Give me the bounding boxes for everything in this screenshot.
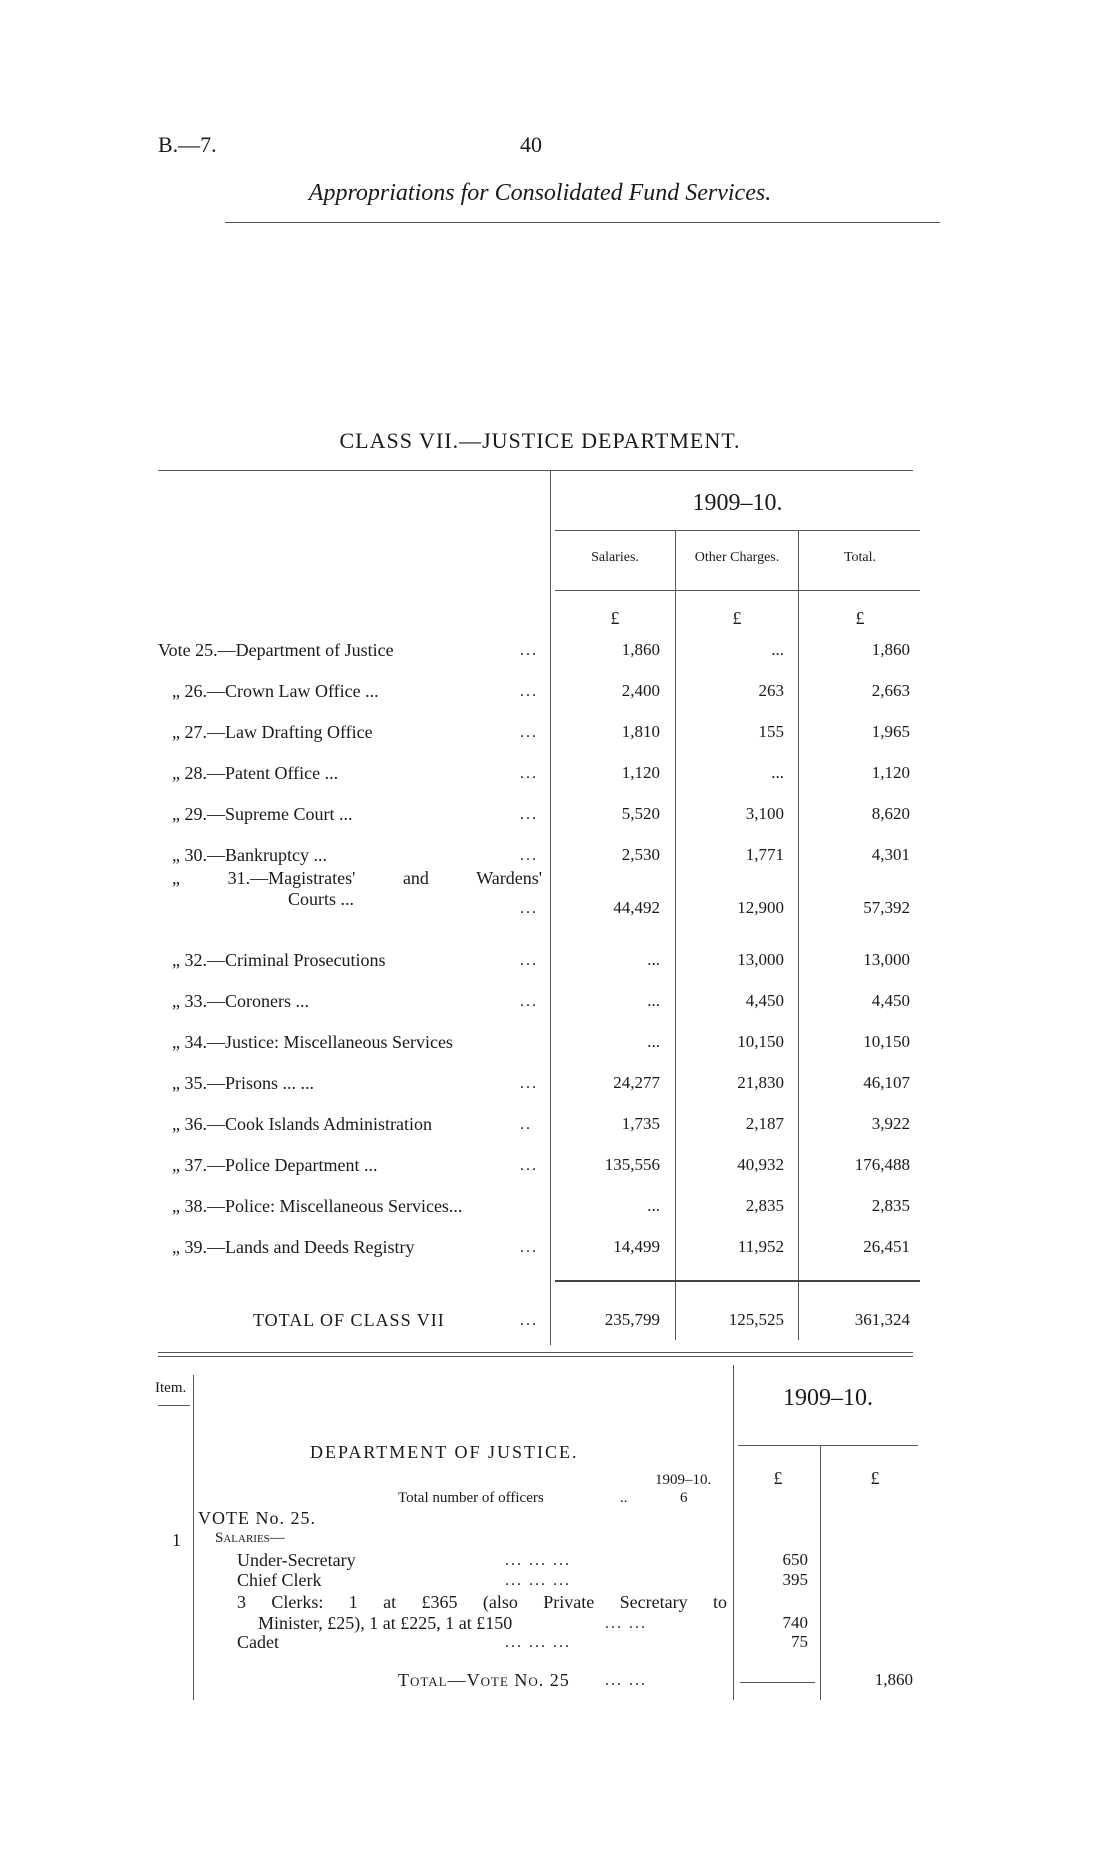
detail-amount-divider bbox=[820, 1445, 821, 1700]
vote-label: VOTE No. 25. bbox=[198, 1508, 316, 1528]
detail-currency-2: £ bbox=[870, 1468, 880, 1488]
row-total: 4,301 bbox=[871, 845, 910, 864]
row-dots: .. bbox=[520, 1116, 532, 1133]
row-dots: ... bbox=[520, 1239, 538, 1256]
total-rule bbox=[555, 1280, 920, 1282]
row-label-continued: Courts ... bbox=[288, 889, 355, 909]
vote-total-label: Total—Vote No. 25 bbox=[398, 1670, 570, 1690]
item-header-rule bbox=[158, 1405, 190, 1406]
row-label: „ 32.—Criminal Prosecutions bbox=[172, 950, 386, 970]
row-dots: ... bbox=[520, 900, 538, 917]
row-total: 8,620 bbox=[871, 804, 910, 823]
detail-currency-1: £ bbox=[773, 1468, 783, 1488]
row-dots: ... bbox=[520, 952, 538, 969]
detail-year: 1909–10. bbox=[783, 1385, 873, 1411]
row-total: 57,392 bbox=[863, 898, 910, 917]
row-other-charges: 3,100 bbox=[745, 804, 784, 823]
row-dots: ... bbox=[520, 683, 538, 700]
row-label: „ 29.—Supreme Court ... bbox=[172, 804, 353, 824]
row-total: 10,150 bbox=[863, 1032, 910, 1051]
row-dots: ... bbox=[520, 847, 538, 864]
salary-line-amount: 395 bbox=[782, 1570, 808, 1589]
row-salaries: ... bbox=[647, 991, 660, 1010]
row-other-charges: 13,000 bbox=[737, 950, 784, 969]
row-dots: ... bbox=[520, 993, 538, 1010]
row-other-charges: 155 bbox=[758, 722, 784, 741]
row-label: „ 34.—Justice: Miscellaneous Services bbox=[172, 1032, 453, 1052]
row-dots: ... bbox=[520, 806, 538, 823]
currency-other: £ bbox=[732, 608, 742, 628]
row-salaries: 14,499 bbox=[613, 1237, 660, 1256]
salary-line-dots: ... ... bbox=[605, 1615, 647, 1632]
row-label: „ 37.—Police Department ... bbox=[172, 1155, 378, 1175]
summary-bottom-rule-1 bbox=[158, 1352, 913, 1353]
row-salaries: 1,860 bbox=[621, 640, 660, 659]
row-salaries: ... bbox=[647, 1196, 660, 1215]
row-salaries: 2,400 bbox=[621, 681, 660, 700]
row-salaries: 24,277 bbox=[613, 1073, 660, 1092]
col-header-salaries: Salaries. bbox=[591, 550, 639, 565]
row-label: „ 35.—Prisons ... ... bbox=[172, 1073, 315, 1093]
row-salaries: 2,530 bbox=[621, 845, 660, 864]
row-salaries: 135,556 bbox=[604, 1155, 660, 1174]
salary-line-dots: ... ... ... bbox=[505, 1572, 571, 1589]
row-salaries: ... bbox=[647, 1032, 660, 1051]
row-label: „ 28.—Patent Office ... bbox=[172, 763, 339, 783]
currency-total: £ bbox=[855, 608, 865, 628]
salary-line-amount: 740 bbox=[782, 1613, 808, 1632]
row-other-charges: 1,771 bbox=[745, 845, 784, 864]
salary-line-label: Cadet bbox=[237, 1632, 279, 1652]
row-total: 4,450 bbox=[871, 991, 910, 1010]
row-label: „ 39.—Lands and Deeds Registry bbox=[172, 1237, 415, 1257]
summary-total-salaries: 235,799 bbox=[604, 1310, 660, 1329]
row-total: 1,965 bbox=[871, 722, 910, 741]
detail-year-rule bbox=[738, 1445, 918, 1446]
officers-dots: .. bbox=[620, 1490, 628, 1506]
vote-total-rule bbox=[740, 1682, 815, 1683]
row-dots: ... bbox=[520, 642, 538, 659]
salary-line-label: Chief Clerk bbox=[237, 1570, 322, 1590]
page-number: 40 bbox=[520, 132, 542, 157]
officers-label: Total number of officers bbox=[398, 1490, 544, 1506]
salary-line-label: Under-Secretary bbox=[237, 1550, 356, 1570]
row-dots: ... bbox=[520, 765, 538, 782]
item-divider bbox=[193, 1375, 194, 1700]
row-total: 1,860 bbox=[871, 640, 910, 659]
summary-left-divider bbox=[550, 470, 551, 1345]
summary-total-label: TOTAL OF CLASS VII bbox=[253, 1310, 445, 1330]
row-total: 46,107 bbox=[863, 1073, 910, 1092]
salary-line-amount: 75 bbox=[791, 1632, 808, 1651]
year-rule bbox=[555, 530, 920, 531]
row-other-charges: 10,150 bbox=[737, 1032, 784, 1051]
row-other-charges: 2,835 bbox=[745, 1196, 784, 1215]
row-other-charges: ... bbox=[771, 640, 784, 659]
row-label: „ 38.—Police: Miscellaneous Services... bbox=[172, 1196, 463, 1216]
salary-line-label-continued: Minister, £25), 1 at £225, 1 at £150 bbox=[258, 1613, 513, 1633]
row-label: „ 36.—Cook Islands Administration bbox=[172, 1114, 432, 1134]
row-total: 1,120 bbox=[871, 763, 910, 782]
row-other-charges: 2,187 bbox=[745, 1114, 784, 1133]
row-other-charges: 40,932 bbox=[737, 1155, 784, 1174]
row-label: „ 31.—Magistrates' and Wardens' bbox=[172, 868, 542, 888]
row-other-charges: 12,900 bbox=[737, 898, 784, 917]
class-title: CLASS VII.—JUSTICE DEPARTMENT. bbox=[339, 428, 741, 453]
row-total: 3,922 bbox=[871, 1114, 910, 1133]
page-title: Appropriations for Consolidated Fund Services. bbox=[308, 180, 772, 206]
header-rule bbox=[225, 222, 940, 223]
row-label: „ 27.—Law Drafting Office bbox=[172, 722, 373, 742]
vote-total-dots: ... ... bbox=[605, 1672, 647, 1689]
row-dots: ... bbox=[520, 1075, 538, 1092]
summary-col-divider-2 bbox=[798, 530, 799, 1340]
row-label: „ 33.—Coroners ... bbox=[172, 991, 309, 1011]
row-other-charges: ... bbox=[771, 763, 784, 782]
row-total: 2,835 bbox=[871, 1196, 910, 1215]
summary-total-dots: ... bbox=[520, 1312, 538, 1329]
row-total: 2,663 bbox=[871, 681, 910, 700]
summary-total-total: 361,324 bbox=[854, 1310, 910, 1329]
salary-line-dots: ... ... ... bbox=[505, 1552, 571, 1569]
row-other-charges: 11,952 bbox=[737, 1237, 784, 1256]
row-other-charges: 4,450 bbox=[745, 991, 784, 1010]
summary-top-rule bbox=[158, 470, 913, 471]
row-total: 26,451 bbox=[863, 1237, 910, 1256]
row-salaries: 1,735 bbox=[621, 1114, 660, 1133]
summary-bottom-rule-2 bbox=[158, 1356, 913, 1357]
row-other-charges: 263 bbox=[758, 681, 784, 700]
item-column-header: Item. bbox=[155, 1380, 187, 1396]
row-total: 13,000 bbox=[863, 950, 910, 969]
salary-line-label: 3 Clerks: 1 at £365 (also Private Secretary to bbox=[237, 1592, 727, 1612]
row-salaries: 44,492 bbox=[613, 898, 660, 917]
row-salaries: 1,120 bbox=[621, 763, 660, 782]
department-title: DEPARTMENT OF JUSTICE. bbox=[310, 1442, 579, 1462]
row-dots: ... bbox=[520, 1157, 538, 1174]
row-total: 176,488 bbox=[854, 1155, 910, 1174]
document-reference: B.—7. bbox=[158, 132, 217, 157]
vote-total-amount: 1,860 bbox=[874, 1670, 913, 1689]
summary-total-other: 125,525 bbox=[728, 1310, 784, 1329]
col-header-total: Total. bbox=[843, 550, 877, 565]
item-number: 1 bbox=[172, 1530, 181, 1550]
officers-count: 6 bbox=[680, 1490, 688, 1506]
row-other-charges: 21,830 bbox=[737, 1073, 784, 1092]
salaries-heading: Salaries— bbox=[215, 1530, 285, 1546]
col-header-rule bbox=[555, 590, 920, 591]
row-label: Vote 25.—Department of Justice bbox=[158, 640, 394, 660]
salary-line-dots: ... ... ... bbox=[505, 1634, 571, 1651]
amount-divider bbox=[733, 1365, 734, 1700]
salary-line-amount: 650 bbox=[782, 1550, 808, 1569]
row-salaries: ... bbox=[647, 950, 660, 969]
row-label: „ 30.—Bankruptcy ... bbox=[172, 845, 327, 865]
officers-year: 1909–10. bbox=[655, 1472, 712, 1488]
row-salaries: 1,810 bbox=[621, 722, 660, 741]
col-header-other-charges: Other Charges. bbox=[694, 550, 780, 565]
row-salaries: 5,520 bbox=[621, 804, 660, 823]
row-label: „ 26.—Crown Law Office ... bbox=[172, 681, 379, 701]
row-dots: ... bbox=[520, 724, 538, 741]
summary-year: 1909–10. bbox=[692, 490, 783, 516]
currency-salaries: £ bbox=[610, 608, 620, 628]
